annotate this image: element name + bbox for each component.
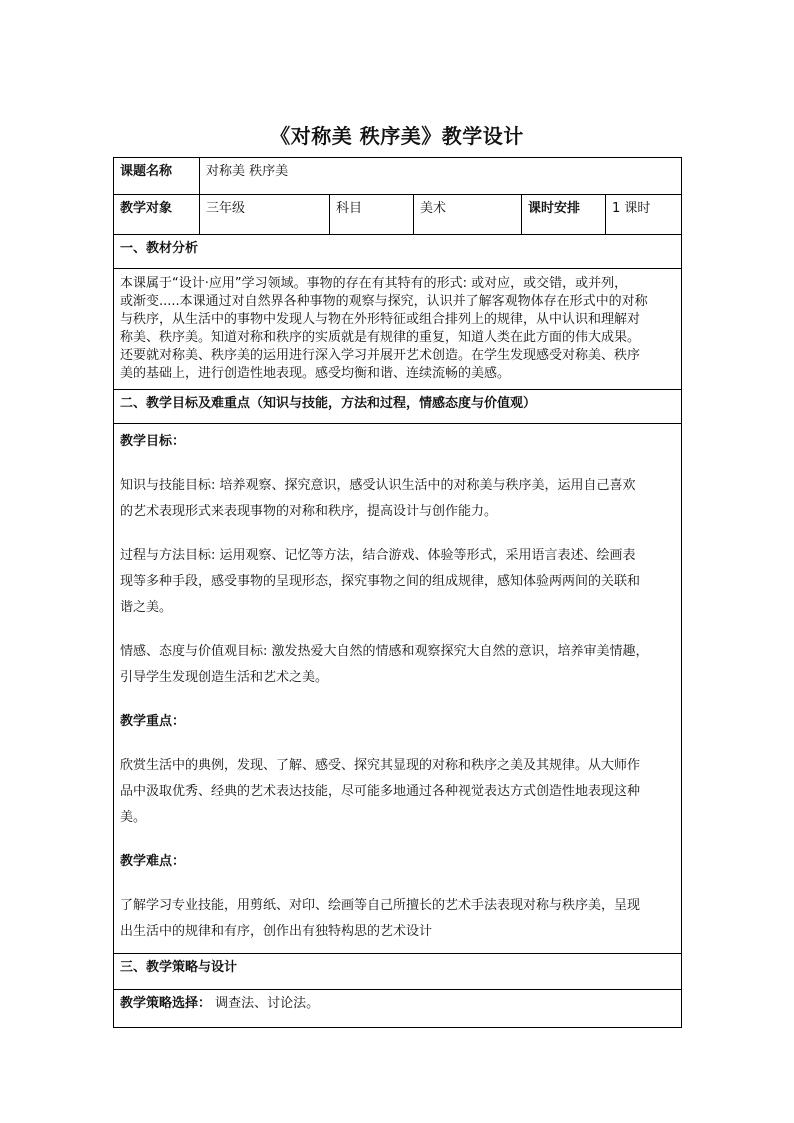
target-value: 三年级 <box>200 195 330 235</box>
hours-value: 1 课时 <box>606 195 682 235</box>
difficulty-label: 教学难点： <box>120 854 186 869</box>
section1-heading-row <box>114 235 682 269</box>
section2-body-row <box>114 424 682 954</box>
course-row <box>114 158 682 195</box>
knowledge-goal-line: 知识与技能目标: 培养观察、探究意识，感受认识生活中的对称美与秩序美，运用自己喜欢 <box>120 478 636 493</box>
section1-heading: 一、教材分析 <box>114 235 682 269</box>
section1-line: 还要就对称美、秩序美的运用进行深入学习并展开艺术创造。在学生发现感受对称美、秩序 <box>120 348 641 363</box>
section2-heading: 二、教学目标及难重点（知识与技能，方法和过程，情感态度与价值观） <box>114 390 682 424</box>
section1-line: 或渐变.....本课通过对自然界各种事物的观察与探究，认识并了解客观物体存在形式中的对称 <box>120 294 648 309</box>
key-point-line: 美。 <box>120 810 147 825</box>
process-goal-line: 过程与方法目标: 运用观察、记忆等方法，结合游戏、体验等形式，采用语言表述、绘画表 <box>120 548 636 563</box>
section1-body-row <box>114 269 682 390</box>
section1-line: 本课属于“设计·应用”学习领域。事物的存在有其特有的形式: 或对应，或交错，或并列， <box>120 276 628 291</box>
info-row <box>114 195 682 235</box>
strategy-label: 教学策略选择： <box>120 996 212 1011</box>
process-goal-line: 现等多种手段，感受事物的呈现形态，探究事物之间的组成规律，感知体验两两间的关联和 <box>120 574 641 589</box>
difficulty-line: 了解学习专业技能，用剪纸、对印、绘画等自己所擅长的艺术手法表现对称与秩序美，呈现 <box>120 898 641 913</box>
key-point-line: 品中汲取优秀、经典的艺术表达技能，尽可能多地通过各种视觉表达方式创造性地表现这种 <box>120 784 641 799</box>
strategy-cell <box>114 990 682 1028</box>
strategy-value: 调查法、讨论法。 <box>215 996 320 1011</box>
subject-value: 美术 <box>414 195 522 235</box>
strategy-row <box>114 990 682 1028</box>
section2-body <box>114 424 682 954</box>
process-goal-line: 谐之美。 <box>120 600 173 615</box>
hours-label: 课时安排 <box>522 195 606 235</box>
subject-label: 科目 <box>330 195 414 235</box>
key-points-label: 教学重点： <box>120 714 186 729</box>
lesson-plan-table <box>113 157 682 1028</box>
section2-heading-row <box>114 390 682 424</box>
difficulty-line: 出生活中的规律和有序，创作出有独特构思的艺术设计 <box>120 924 433 939</box>
key-point-line: 欣赏生活中的典例，发现、了解、感受、探究其显现的对称和秩序之美及其规律。从大师作 <box>120 758 641 773</box>
emotion-goal-line: 引导学生发现创造生活和艺术之美。 <box>120 670 329 685</box>
document-title: 《对称美 秩序美》教学设计 <box>270 124 524 148</box>
emotion-goal-line: 情感、态度与价值观目标: 激发热爱大自然的情感和观察探究大自然的意识，培养审美情趣， <box>120 644 649 659</box>
section1-line: 与秩序，从生活中的事物中发现人与物在外形特征或组合排列上的规律，从中认识和理解对 <box>120 312 641 327</box>
section3-heading: 三、教学策略与设计 <box>114 954 682 990</box>
section1-line: 称美、秩序美。知道对称和秩序的实质就是有规律的重复，知道人类在此方面的伟大成果。 <box>120 330 641 345</box>
goals-label: 教学目标： <box>120 434 186 449</box>
section1-body <box>114 269 682 390</box>
course-label: 课题名称 <box>114 158 200 195</box>
section1-line: 美的基础上，进行创造性地表现。感受均衡和谐、连续流畅的美感。 <box>120 366 511 381</box>
target-label: 教学对象 <box>114 195 200 235</box>
section3-heading-row <box>114 954 682 990</box>
course-value: 对称美 秩序美 <box>200 158 682 195</box>
knowledge-goal-line: 的艺术表现形式来表现事物的对称和秩序，提高设计与创作能力。 <box>120 504 498 519</box>
